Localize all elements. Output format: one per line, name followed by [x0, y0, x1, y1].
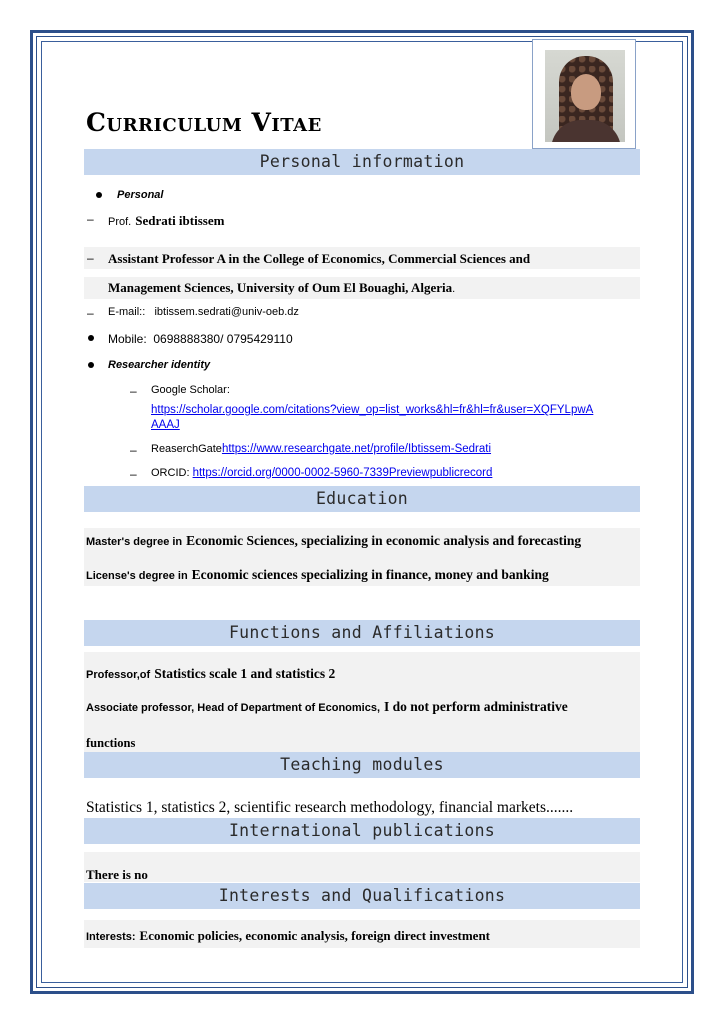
email-value: ibtissem.sedrati@univ-oeb.dz: [154, 306, 299, 318]
google-scholar-link-cont[interactable]: AAAJ: [151, 419, 180, 431]
researchgate-link[interactable]: https://www.researchgate.net/profile/Ibtissem-Sedrati: [221, 443, 492, 455]
orcid-label: ORCID:: [151, 467, 190, 479]
dash-icon: –: [130, 443, 137, 457]
name-prefix: Prof.: [108, 216, 132, 228]
page-title: Curriculum Vitae: [86, 108, 322, 137]
publications-bg: [84, 852, 640, 882]
researcher-identity-heading: Researcher identity: [108, 359, 211, 371]
dash-icon: –: [130, 384, 137, 398]
position-line-2: Management Sciences, University of Oum El Bouaghi, Algeria: [108, 280, 453, 295]
section-personal-information: Personal information: [84, 149, 640, 175]
license-label: License's degree in: [86, 570, 188, 582]
section-functions-affiliations: Functions and Affiliations: [84, 620, 640, 646]
email-row: [108, 306, 299, 318]
masters-label: Master's degree in: [86, 536, 183, 548]
dash-icon: –: [130, 467, 137, 481]
publications-text: There is no: [86, 867, 148, 882]
associate-label: Associate professor, Head of Department of Economics,: [86, 702, 381, 714]
position-end: .: [452, 283, 456, 295]
license-row: [86, 566, 549, 584]
section-interests-qualifications: Interests and Qualifications: [84, 883, 640, 909]
interests-row: [86, 927, 490, 945]
associate-value: I do not perform administrative: [384, 699, 568, 714]
personal-heading: Personal: [117, 189, 164, 201]
name: Sedrati ibtissem: [135, 213, 225, 228]
section-international-publications: International publications: [84, 818, 640, 844]
position-line-1: Assistant Professor A in the College of Economics, Commercial Sciences and: [108, 251, 531, 266]
orcid-row: [151, 467, 492, 479]
position-line-2-row: [108, 280, 455, 296]
dash-icon: –: [87, 212, 94, 226]
mobile-value: 0698888380/ 0795429110: [153, 332, 293, 346]
interests-label: Interests:: [86, 931, 136, 943]
google-scholar-link[interactable]: https://scholar.google.com/citations?view_op=list_works&hl=fr&hl=fr&user=XQFYLpwA: [151, 404, 594, 416]
teaching-modules-text: Statistics 1, statistics 2, scientific research methodology, financial markets.......: [86, 799, 574, 816]
mobile-row: [108, 332, 293, 346]
professor-label: Professor,of: [86, 669, 151, 681]
profile-photo-frame: [532, 39, 636, 149]
researchgate-label: ReaserchGate: [151, 443, 222, 455]
bullet-icon: [88, 335, 94, 341]
interests-value: Economic policies, economic analysis, foreign direct investment: [139, 928, 491, 943]
email-label: E-mail::: [108, 306, 146, 318]
masters-row: [86, 532, 581, 550]
professor-row: [86, 665, 335, 683]
license-value: Economic sciences specializing in finance, money and banking: [191, 567, 549, 582]
dash-icon: –: [87, 251, 94, 265]
dash-icon: –: [87, 306, 94, 320]
professor-value: Statistics scale 1 and statistics 2: [154, 666, 336, 681]
section-teaching-modules: Teaching modules: [84, 752, 640, 778]
bullet-icon: [88, 362, 94, 368]
google-scholar-label: Google Scholar:: [151, 384, 230, 396]
mobile-label: Mobile:: [108, 332, 147, 346]
associate-row: [86, 698, 568, 716]
bullet-icon: [96, 192, 102, 198]
section-education: Education: [84, 486, 640, 512]
name-row: [108, 212, 224, 230]
orcid-link[interactable]: https://orcid.org/0000-0002-5960-7339Previewpublicrecord: [192, 467, 493, 479]
masters-value: Economic Sciences, specializing in economic analysis and forecasting: [186, 533, 582, 548]
researchgate-row: [151, 443, 491, 455]
profile-photo: [545, 50, 625, 142]
associate-value-cont: functions: [86, 736, 136, 750]
